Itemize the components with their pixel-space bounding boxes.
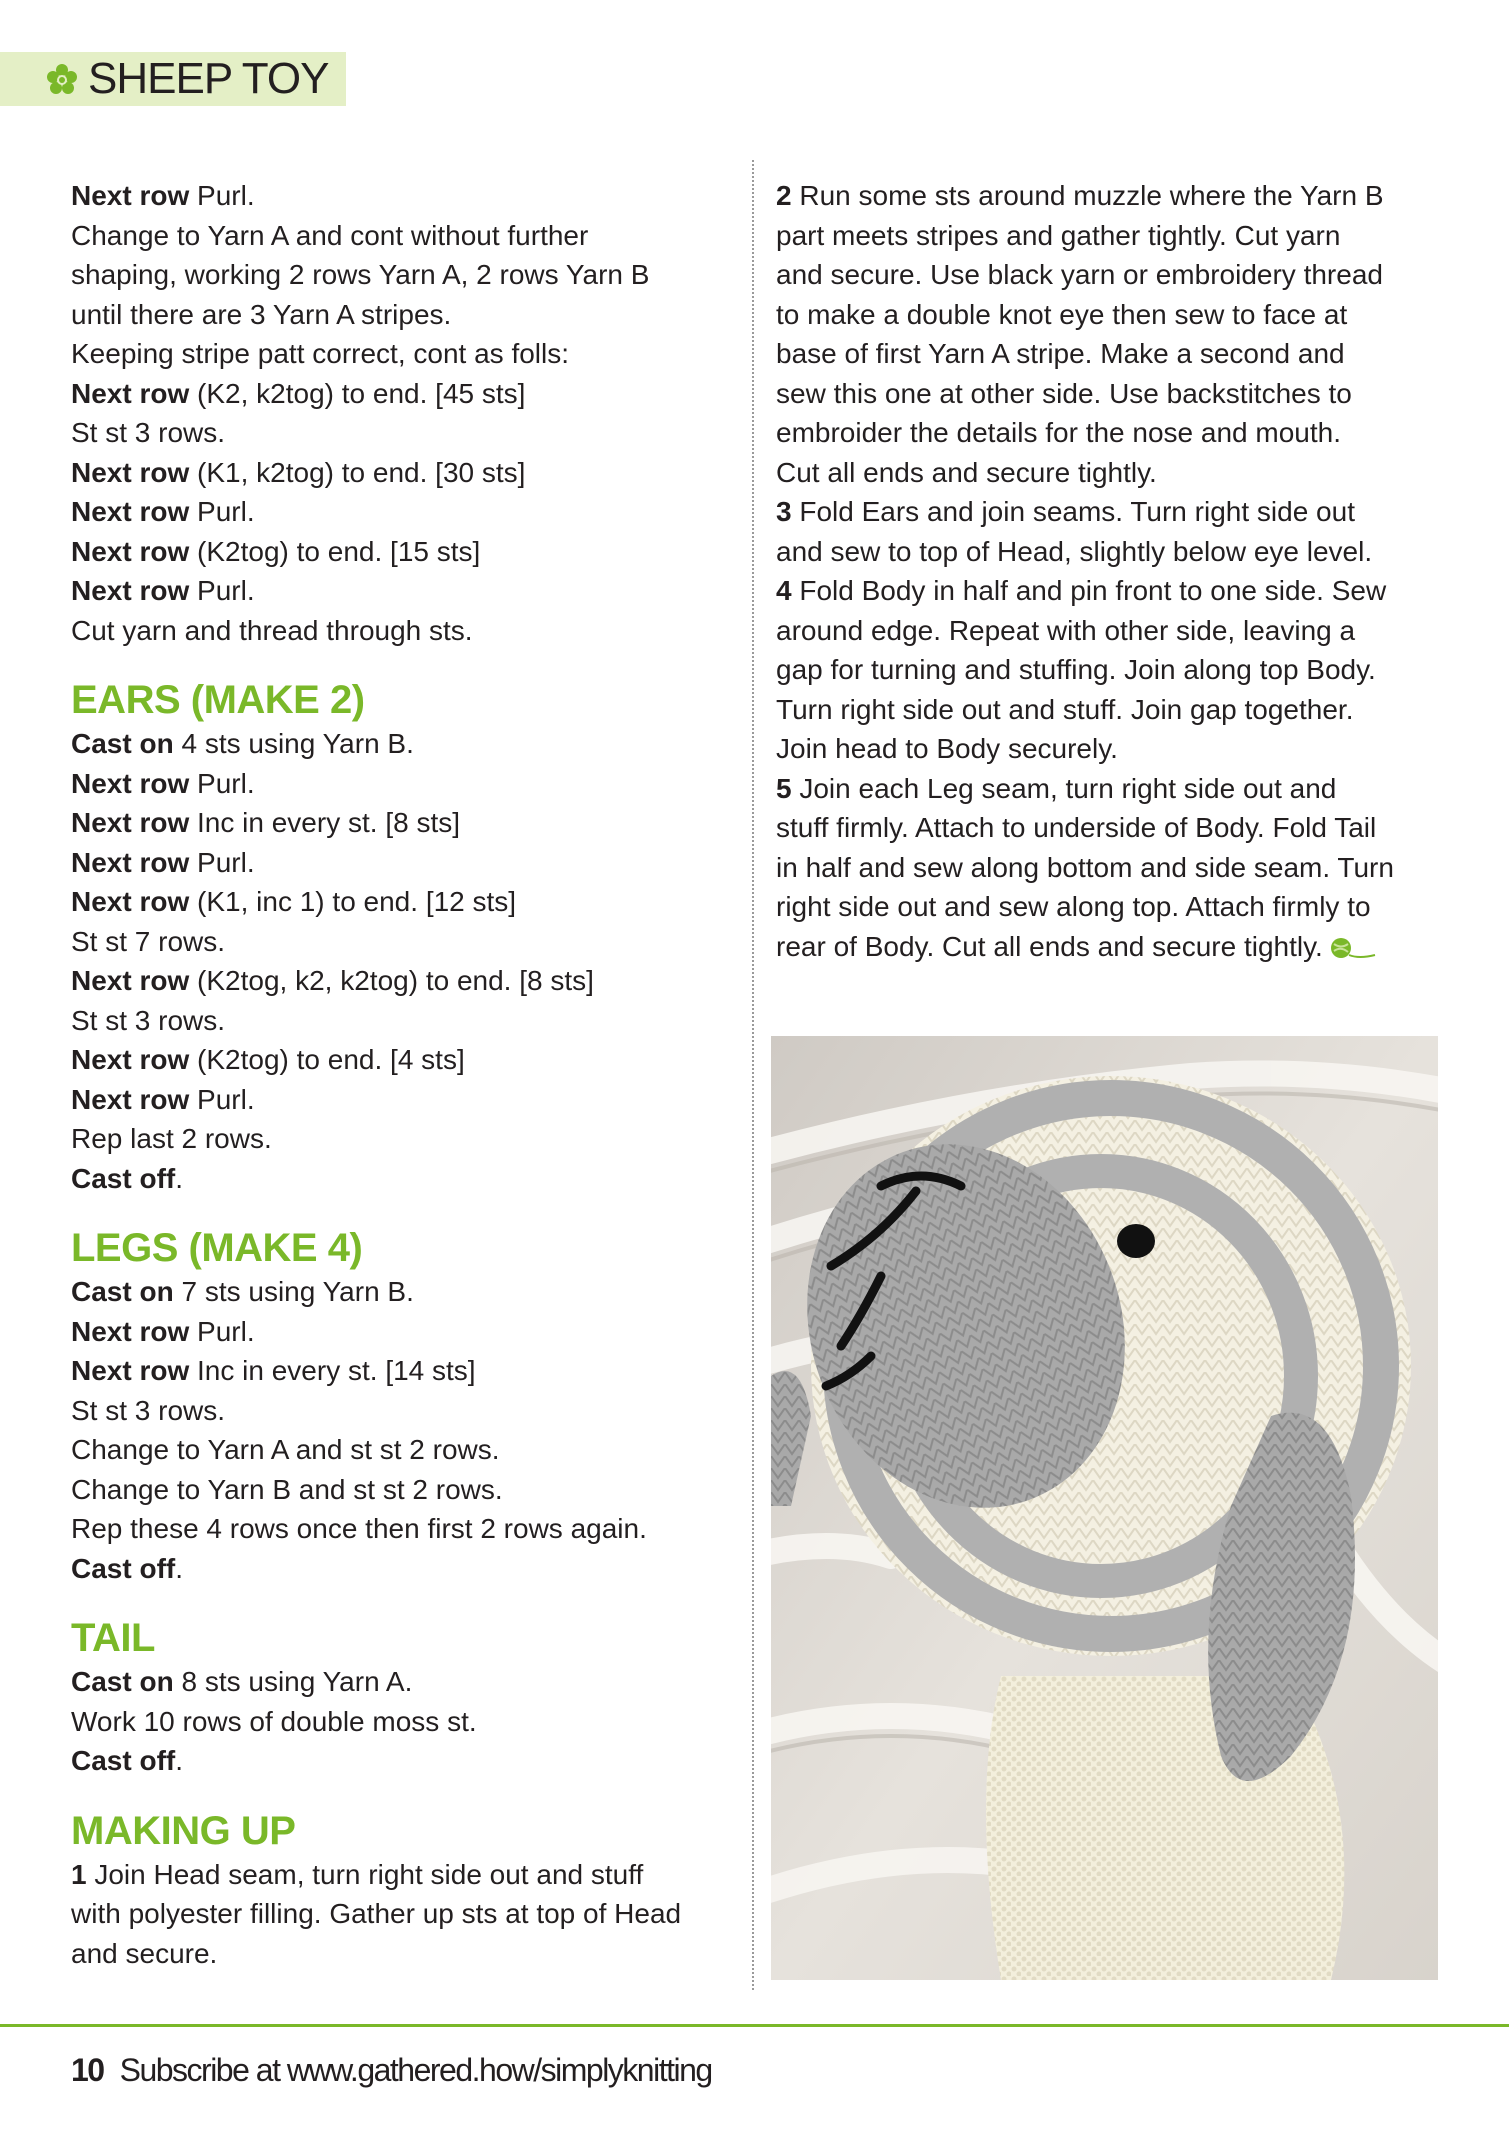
instruction-text: Work 10 rows of double moss st. [71, 1705, 477, 1737]
instruction-line [71, 1001, 731, 1041]
instruction-text: Rep these 4 rows once then first 2 rows again. [71, 1513, 647, 1544]
right-column [776, 176, 1441, 966]
instruction-line [71, 843, 731, 883]
instruction-text: Purl. [189, 767, 255, 799]
instruction-line [71, 1272, 731, 1312]
instruction-line [71, 1470, 731, 1510]
instruction-line [776, 374, 1441, 414]
instruction-keyword: Cast on [71, 728, 174, 759]
instruction-keyword: 3 [776, 496, 792, 527]
instruction-line [776, 216, 1441, 256]
instruction-keyword: Next row [71, 1083, 190, 1115]
left-column [71, 176, 731, 1973]
instruction-line [776, 650, 1441, 690]
page-number: 10 [71, 2052, 104, 2088]
instruction-keyword: Next row [71, 767, 190, 799]
instruction-text: Purl. [189, 1315, 255, 1347]
instruction-line [71, 803, 731, 843]
instruction-line [71, 724, 731, 764]
instruction-text: base of first Yarn A stripe. Make a second and [776, 338, 1345, 369]
instruction-line [776, 927, 1441, 967]
clover-icon [44, 61, 80, 97]
instruction-keyword: 4 [776, 575, 792, 606]
instruction-text: Cut yarn and thread through sts. [71, 614, 473, 646]
instruction-line [71, 532, 731, 572]
instruction-text: Turn right side out and stuff. Join gap together. [776, 693, 1354, 725]
instruction-line [776, 571, 1441, 611]
instruction-line [71, 374, 731, 414]
instruction-text: gap for turning and stuffing. Join along top Body. [776, 654, 1376, 685]
instruction-line [71, 176, 731, 216]
instruction-text: Rep last 2 rows. [71, 1123, 272, 1154]
instruction-text: stuff firmly. Attach to underside of Body. Fold Tail [776, 812, 1377, 843]
column-divider [752, 160, 754, 1990]
instruction-text: Fold Body in half and pin front to one side. Sew [791, 575, 1387, 606]
instruction-text: Join head to Body securely. [776, 733, 1118, 764]
page-title: SHEEP TOY [88, 54, 329, 103]
heading-ears: EARS (MAKE 2) [71, 678, 365, 722]
instruction-text: with polyester filling. Gather up sts at top of Head [71, 1898, 682, 1929]
instruction-text: shaping, working 2 rows Yarn A, 2 rows Yarn B [71, 259, 650, 290]
instruction-line [776, 769, 1441, 809]
instruction-line [71, 1509, 731, 1549]
instruction-keyword: Next row [71, 377, 190, 409]
instruction-line [71, 1119, 731, 1159]
instruction-keyword: Cast on [71, 1666, 174, 1697]
instruction-text: St st 3 rows. [71, 1394, 226, 1426]
instruction-line [71, 1702, 731, 1742]
instruction-text: Keeping stripe patt correct, cont as folls: [71, 338, 570, 369]
instruction-line [71, 1159, 731, 1199]
instruction-text: Join each Leg seam, turn right side out and [791, 772, 1337, 804]
instruction-text: St st 7 rows. [71, 925, 226, 957]
instruction-line [776, 887, 1441, 927]
section-header [0, 52, 346, 106]
heading-tail: TAIL [71, 1616, 155, 1660]
instruction-line [776, 176, 1441, 216]
instruction-line [71, 571, 731, 611]
section-gap [71, 650, 731, 676]
instruction-line [776, 255, 1441, 295]
instruction-line [71, 1391, 731, 1431]
instruction-text: Inc in every st. [14 sts] [189, 1355, 476, 1386]
instruction-line [71, 1040, 731, 1080]
instruction-keyword: Next row [71, 535, 190, 567]
instruction-keyword: Next row [71, 1315, 190, 1347]
instruction-line [776, 729, 1441, 769]
instruction-line [71, 413, 731, 453]
instruction-text: and sew to top of Head, slightly below eye level. [776, 535, 1373, 567]
instruction-line [71, 1894, 731, 1934]
section-gap [71, 1198, 731, 1224]
instruction-text: Cut all ends and secure tightly. [776, 456, 1157, 488]
instruction-keyword: Next row [71, 1355, 190, 1386]
instruction-text: right side out and sew along top. Attach firmly to [776, 891, 1371, 922]
instruction-line [71, 334, 731, 374]
instruction-keyword: 1 [71, 1858, 87, 1890]
instruction-line [71, 453, 731, 493]
instruction-keyword: 5 [776, 772, 792, 804]
instruction-text: St st 3 rows. [71, 417, 226, 448]
instruction-text: and secure. Use black yarn or embroidery thread [776, 259, 1383, 290]
instruction-text: (K1, inc 1) to end. [12 sts] [189, 886, 517, 917]
instruction-line [71, 1855, 731, 1895]
yarn-ball-icon [1329, 935, 1377, 961]
instruction-text: (K2tog) to end. [4 sts] [189, 1044, 465, 1075]
instruction-line [71, 922, 731, 962]
instruction-keyword: Next row [71, 1044, 190, 1075]
instruction-line [71, 492, 731, 532]
instruction-text: Run some sts around muzzle where the Yarn B [791, 180, 1384, 211]
instruction-text: Change to Yarn A and st st 2 rows. [71, 1434, 500, 1465]
instruction-text: (K2tog, k2, k2tog) to end. [8 sts] [189, 965, 594, 996]
instruction-text: Purl. [189, 180, 255, 211]
instruction-line [776, 295, 1441, 335]
instruction-line [776, 690, 1441, 730]
instruction-text: (K1, k2tog) to end. [30 sts] [189, 456, 526, 488]
instruction-keyword: 2 [776, 180, 792, 211]
instruction-line [71, 882, 731, 922]
instruction-text: sew this one at other side. Use backstitches to [776, 377, 1352, 409]
instruction-line [71, 255, 731, 295]
instruction-text: until there are 3 Yarn A stripes. [71, 298, 452, 330]
instruction-text: rear of Body. Cut all ends and secure tightly. [776, 930, 1323, 962]
instruction-keyword: Cast off [71, 1162, 176, 1194]
footer-rule [0, 2024, 1509, 2027]
instruction-line [71, 764, 731, 804]
instruction-text: Purl. [189, 575, 255, 606]
instruction-text: embroider the details for the nose and mouth. [776, 417, 1342, 448]
instruction-line [71, 1934, 731, 1974]
instruction-text: Purl. [189, 846, 255, 878]
instruction-keyword: Cast off [71, 1552, 176, 1584]
section-gap [71, 1781, 731, 1807]
footer [71, 2052, 712, 2089]
instruction-line [71, 1741, 731, 1781]
instruction-text: around edge. Repeat with other side, leaving a [776, 614, 1356, 646]
instruction-line [71, 1351, 731, 1391]
instruction-text: . [175, 1745, 184, 1776]
heading-legs: LEGS (MAKE 4) [71, 1226, 363, 1270]
instruction-line [71, 295, 731, 335]
instruction-text: Purl. [189, 496, 255, 527]
instruction-line [71, 1549, 731, 1589]
subscribe-link[interactable]: Subscribe at www.gathered.how/simplyknitting [119, 2052, 712, 2088]
instruction-text: to make a double knot eye then sew to face at [776, 298, 1348, 330]
instruction-text: Change to Yarn A and cont without further [71, 219, 589, 251]
instruction-keyword: Next row [71, 807, 190, 838]
instruction-text: Change to Yarn B and st st 2 rows. [71, 1473, 503, 1505]
instruction-line [776, 453, 1441, 493]
instruction-keyword: Next row [71, 575, 190, 606]
instruction-text: (K2tog) to end. [15 sts] [189, 535, 481, 567]
instruction-line [71, 216, 731, 256]
instruction-text: in half and sew along bottom and side seam. Turn [776, 851, 1394, 883]
instruction-text: and secure. [71, 1937, 218, 1969]
instruction-line [776, 611, 1441, 651]
instruction-text: Inc in every st. [8 sts] [189, 807, 461, 838]
instruction-keyword: Cast off [71, 1745, 176, 1776]
instruction-line [71, 1430, 731, 1470]
instruction-text: 8 sts using Yarn A. [173, 1666, 413, 1697]
instruction-text: 4 sts using Yarn B. [173, 728, 414, 759]
instruction-line [776, 808, 1441, 848]
instruction-line [776, 532, 1441, 572]
instruction-keyword: Next row [71, 180, 190, 211]
instruction-keyword: Cast on [71, 1276, 174, 1307]
instruction-line [71, 1662, 731, 1702]
instruction-keyword: Next row [71, 886, 190, 917]
instruction-keyword: Next row [71, 846, 190, 878]
instruction-line [776, 848, 1441, 888]
instruction-text: (K2, k2tog) to end. [45 sts] [189, 377, 526, 409]
instruction-line [71, 1312, 731, 1352]
section-gap [71, 1588, 731, 1614]
instruction-keyword: Next row [71, 965, 190, 996]
instruction-line [776, 492, 1441, 532]
heading-making-up: MAKING UP [71, 1808, 296, 1853]
instruction-keyword: Next row [71, 456, 190, 488]
instruction-line [776, 334, 1441, 374]
instruction-text: . [175, 1162, 184, 1194]
instruction-line [71, 961, 731, 1001]
instruction-text: Fold Ears and join seams. Turn right side out [791, 496, 1355, 527]
instruction-text: St st 3 rows. [71, 1004, 226, 1036]
instruction-text: Join Head seam, turn right side out and stuff [86, 1858, 644, 1890]
instruction-line [776, 413, 1441, 453]
instruction-text: . [175, 1552, 184, 1584]
sheep-toy-photo [771, 1036, 1438, 1980]
instruction-keyword: Next row [71, 496, 190, 527]
instruction-text: part meets stripes and gather tightly. Cut yarn [776, 219, 1341, 251]
instruction-text: 7 sts using Yarn B. [173, 1276, 414, 1307]
instruction-line [71, 611, 731, 651]
instruction-line [71, 1080, 731, 1120]
instruction-text: Purl. [189, 1083, 255, 1115]
